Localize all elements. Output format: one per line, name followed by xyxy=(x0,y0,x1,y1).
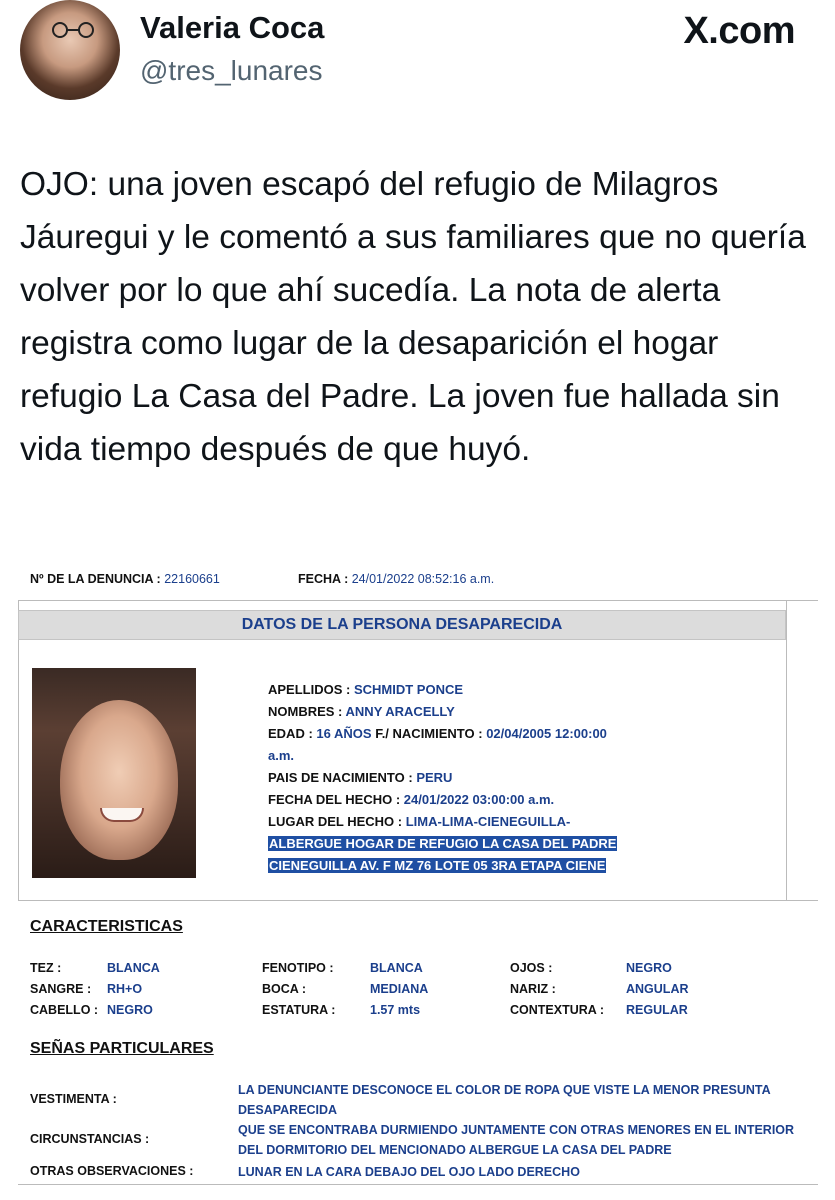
vestimenta-label: VESTIMENTA : xyxy=(30,1092,117,1106)
divider xyxy=(18,1184,818,1185)
sangre-label: SANGRE : xyxy=(30,982,92,996)
boca-label: BOCA : xyxy=(262,982,306,996)
estatura-value: 1.57 mts xyxy=(370,1003,421,1017)
tez-label: TEZ : xyxy=(30,961,62,975)
fenotipo-label: FENOTIPO : xyxy=(262,961,334,975)
face-shape xyxy=(60,700,178,860)
lugar-row-2 xyxy=(268,833,617,855)
denuncia-value: 22160661 xyxy=(164,572,220,586)
lugar-value-2[interactable]: ALBERGUE HOGAR DE REFUGIO LA CASA DEL PADRE xyxy=(269,836,617,851)
estatura-label: ESTATURA : xyxy=(262,1003,336,1017)
edad-value: 16 AÑOS xyxy=(316,726,372,741)
denuncia-label: Nº DE LA DENUNCIA : xyxy=(30,572,161,586)
otras-observaciones-label: OTRAS OBSERVACIONES : xyxy=(30,1164,194,1178)
author-name[interactable]: Valeria Coca xyxy=(140,10,325,45)
apellidos-value: SCHMIDT PONCE xyxy=(353,682,464,697)
cabello-label: CABELLO : xyxy=(30,1003,99,1017)
author-avatar[interactable] xyxy=(20,0,120,100)
vestimenta-value: LA DENUNCIANTE DESCONOCE EL COLOR DE ROPA QUE VISTE LA MENOR PRESUNTA DESAPARECIDA xyxy=(238,1083,771,1117)
tez-value: BLANCA xyxy=(107,961,160,975)
tweet-header xyxy=(0,0,835,110)
contextura-value: REGULAR xyxy=(626,1003,688,1017)
fenotipo-value: BLANCA xyxy=(370,961,423,975)
otras-observaciones-value: LUNAR EN LA CARA DEBAJO DEL OJO LADO DERECHO xyxy=(238,1165,580,1179)
fecha-hecho-row xyxy=(268,789,617,811)
fecha-label: FECHA : xyxy=(298,572,349,586)
alert-document xyxy=(18,560,818,1192)
divider xyxy=(18,900,818,901)
nacimiento-value: 02/04/2005 12:00:00 xyxy=(486,726,607,741)
document-header xyxy=(30,572,495,586)
divider xyxy=(18,600,19,900)
sangre-value: RH+O xyxy=(107,982,143,996)
apellidos-row xyxy=(268,679,617,701)
fecha-value: 24/01/2022 08:52:16 a.m. xyxy=(351,572,495,586)
x-logo: X.com xyxy=(683,10,795,52)
missing-person-photo xyxy=(32,668,196,878)
divider xyxy=(18,600,818,601)
boca-value: MEDIANA xyxy=(370,982,429,996)
lugar-row xyxy=(268,811,617,833)
lugar-label: LUGAR DEL HECHO : xyxy=(268,814,403,829)
pais-value: PERU xyxy=(416,770,453,785)
circunstancias-label: CIRCUNSTANCIAS : xyxy=(30,1132,150,1146)
caracteristicas-title: CARACTERISTICAS xyxy=(30,918,183,935)
tweet-text: OJO: una joven escapó del refugio de Milagros Jáuregui y le comentó a sus familiares que no quería volver por lo que ahí sucedía. La nota de alerta registra como lugar de la desaparición el hogar refugio La Casa del Padre. La joven fue hallada sin vida tiempo después de que huyó. xyxy=(20,166,806,468)
nariz-value: ANGULAR xyxy=(626,982,689,996)
lugar-row-3 xyxy=(268,855,617,877)
ojos-label: OJOS : xyxy=(510,961,553,975)
circunstancias-value: QUE SE ENCONTRABA DURMIENDO JUNTAMENTE CON OTRAS MENORES EN EL INTERIOR DEL DORMITORIO DEL MENCIONADO ALBERGUE LA CASA DEL PADRE xyxy=(238,1123,795,1157)
edad-label: EDAD : xyxy=(268,726,313,741)
nacimiento-value-cont: a.m. xyxy=(268,748,295,763)
section-title: DATOS DE LA PERSONA DESAPARECIDA xyxy=(18,610,786,640)
nacimiento-cont-row xyxy=(268,745,617,767)
pais-label: PAIS DE NACIMIENTO : xyxy=(268,770,413,785)
pais-row xyxy=(268,767,617,789)
ojos-value: NEGRO xyxy=(626,961,672,975)
fecha-field xyxy=(298,572,494,586)
nacimiento-label: F./ NACIMIENTO : xyxy=(375,726,483,741)
glasses-icon xyxy=(50,22,96,38)
apellidos-label: APELLIDOS : xyxy=(268,682,351,697)
author-handle[interactable]: @tres_lunares xyxy=(140,55,323,86)
cabello-value: NEGRO xyxy=(107,1003,153,1017)
nombres-value: ANNY ARACELLY xyxy=(345,704,455,719)
divider xyxy=(786,600,787,900)
nombres-row xyxy=(268,701,617,723)
contextura-label: CONTEXTURA : xyxy=(510,1003,604,1017)
lugar-value-3[interactable]: CIENEGUILLA AV. F MZ 76 LOTE 05 3RA ETAPA CIENE xyxy=(269,858,606,873)
lugar-value-1: LIMA-LIMA-CIENEGUILLA- xyxy=(405,814,571,829)
senas-title: SEÑAS PARTICULARES xyxy=(30,1040,214,1057)
edad-row xyxy=(268,723,617,745)
fecha-hecho-value: 24/01/2022 03:00:00 a.m. xyxy=(403,792,555,807)
fecha-hecho-label: FECHA DEL HECHO : xyxy=(268,792,401,807)
person-info xyxy=(268,679,617,877)
nariz-label: NARIZ : xyxy=(510,982,556,996)
nombres-label: NOMBRES : xyxy=(268,704,343,719)
